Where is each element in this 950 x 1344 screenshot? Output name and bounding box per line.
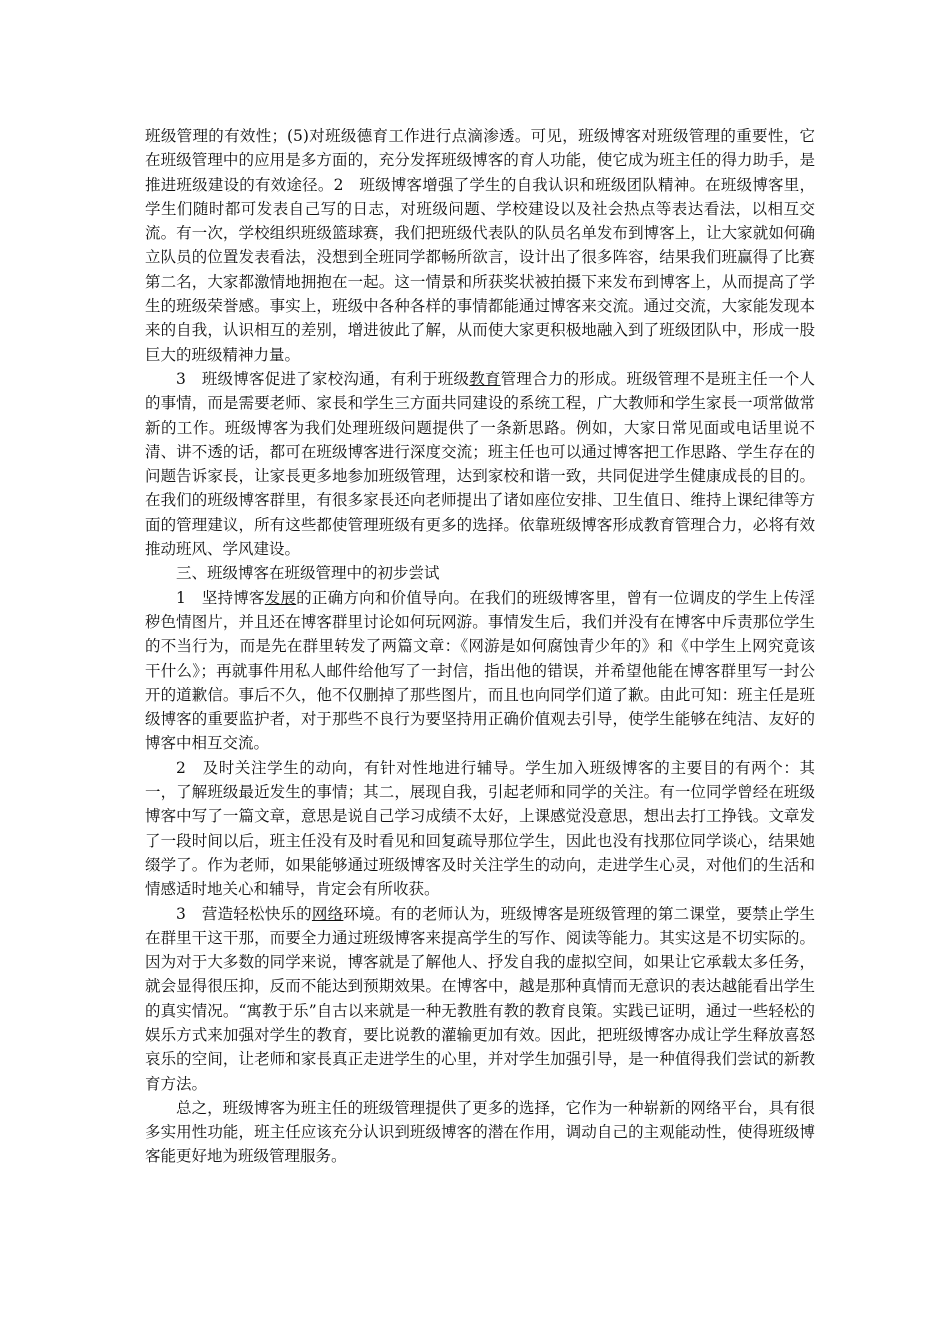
paragraph-6-text-end: 环境。有的老师认为，班级博客是班级管理的第二课堂，要禁止学生在群里干这干那，而要全力通过班级博客来提高学生的写作、阅读等能力。其实这是不切实际的。因为对于大多数的同学来说，博客就是了解他人、抒发自我的虚拟空间，如果让它承载太多任务，就会显得很压抑，反而不能达到预期效果。在博客中，越是那种真情而无意识的表达越能看出学生的真实情况。“寓教于乐”自古以来就是一种无教胜有教的教育良策。实践已证明，通过一些轻松的娱乐方式来加强对学生的教育，要比说教的灌输更加有效。因此，把班级博客办成让学生释放喜怒哀乐的空间，让老师和家長真正走进学生的心里，并对学生加强引导，是一种值得我们尝试的新教育方法。 <box>145 904 815 1093</box>
paragraph-4-text-end: 的正确方向和价值导向。在我们的班级博客里，曾有一位调皮的学生上传淫秽色情图片，并且还在博客群里讨论如何玩网游。事情发生后，我们并没有在博客中斥责那位学生的不当行为，而是先在群里转发了两篇文章：《网游是如何腐蚀青少年的》和《中学生上网究竟该干什么》；再就事件用私人邮件给他写了一封信，指出他的错误，并希望他能在博客群里写一封公开的道歉信。事后不久，他不仅删掉了那些图片，而且也向同学们道了歉。由此可知：班主任是班级博客的重要监护者，对于那些不良行为要坚持用正确价值观去引导，使学生能够在纯洁、友好的博客中相互交流。 <box>145 588 815 753</box>
paragraph-5: 2 及时关注学生的动向，有针对性地进行辅导。学生加入班级博客的主要目的有两个：其一，了解班级最近发生的事情；其二，展现自我，引起老师和同学的关注。有一位同学曾经在班级博客中写了一篇文章，意思是说自己学习成绩不太好，上课感觉没意思，想出去打工挣钱。文章发了一段时间以后，班主任没有及时看见和回复疏导那位学生，因此也没有找那位同学谈心，结果她缀学了。作为老师，如果能够通过班级博客及时关注学生的动向，走进学生心灵，对他们的生活和情感适时地关心和辅导，肯定会有所收获。 <box>145 758 815 899</box>
paragraph-4-text-start: 1 坚持博客 <box>176 588 265 607</box>
document-page <box>145 124 815 1169</box>
paragraph-conclusion: 总之，班级博客为班主任的班级管理提供了更多的选择，它作为一种崭新的网络平台，具有很多实用性功能，班主任应该充分认识到班级博客的潜在作用，调动自己的主观能动性，使得班级博客能更好地为班级管理服务。 <box>145 1098 815 1166</box>
paragraph-4 <box>145 586 815 756</box>
link-education[interactable]: 教育 <box>469 369 501 388</box>
paragraph-6-text-start: 3 营造轻松快乐的 <box>176 904 312 923</box>
paragraph-2-text-start: 3 班级博客促进了家校沟通，有利于班级 <box>176 369 470 388</box>
paragraph-2 <box>145 367 815 561</box>
section-heading: 三、班级博客在班级管理中的初步尝试 <box>176 564 440 583</box>
link-network[interactable]: 网络 <box>311 904 344 923</box>
paragraph-2-text-end: 管理合力的形成。班级管理不是班主任一个人的事情，而是需要老师、家長和学生三方面共同建设的系统工程，广大教师和学生家長一项常做常新的工作。班级博客为我们处理班级问题提供了一条新思路。例如，大家日常见面或电话里说不清、讲不透的话，都可在班级博客进行深度交流；班主任也可以通过博客把工作思路、学生存在的问题告诉家長，让家長更多地参加班级管理，达到家校和谐一致，共同促进学生健康成長的目的。在我们的班级博客群里，有很多家長还向老师提出了诸如座位安排、卫生值日、维持上课纪律等方面的管理建议，所有这些都使管理班级有更多的选择。依靠班级博客形成教育管理合力，必将有效推动班风、学风建设。 <box>145 369 815 559</box>
paragraph-1: 班级管理的有效性；(5)对班级德育工作进行点滴渗透。可见，班级博客对班级管理的重要性，它在班级管理中的应用是多方面的，充分发挥班级博客的育人功能，使它成为班主任的得力助手，是推进班级建设的有效途径。2 班级博客增强了学生的自我认识和班级团队精神。在班级博客里，学生们随时都可发表自己写的日志，对班级问题、学校建设以及社会热点等表达看法，以相互交流。有一次，学校组织班级篮球赛，我们把班级代表队的队员名单发布到博客上，让大家就如何确立队员的位置发表看法，没想到全班同学都畅所欲言，设计出了很多阵容，结果我们班赢得了比赛第二名，大家都激情地拥抱在一起。这一情景和所获奖状被拍摄下来发布到博客上，从而提高了学生的班级荣誉感。事实上，班级中各种各样的事情都能通过博客来交流。通过交流，大家能发现本来的自我，认识相互的差别，增进彼此了解，从而使大家更积极地融入到了班级团队中，形成一股巨大的班级精神力量。 <box>145 127 815 364</box>
paragraph-6 <box>145 902 815 1096</box>
link-development[interactable]: 发展 <box>264 588 297 607</box>
